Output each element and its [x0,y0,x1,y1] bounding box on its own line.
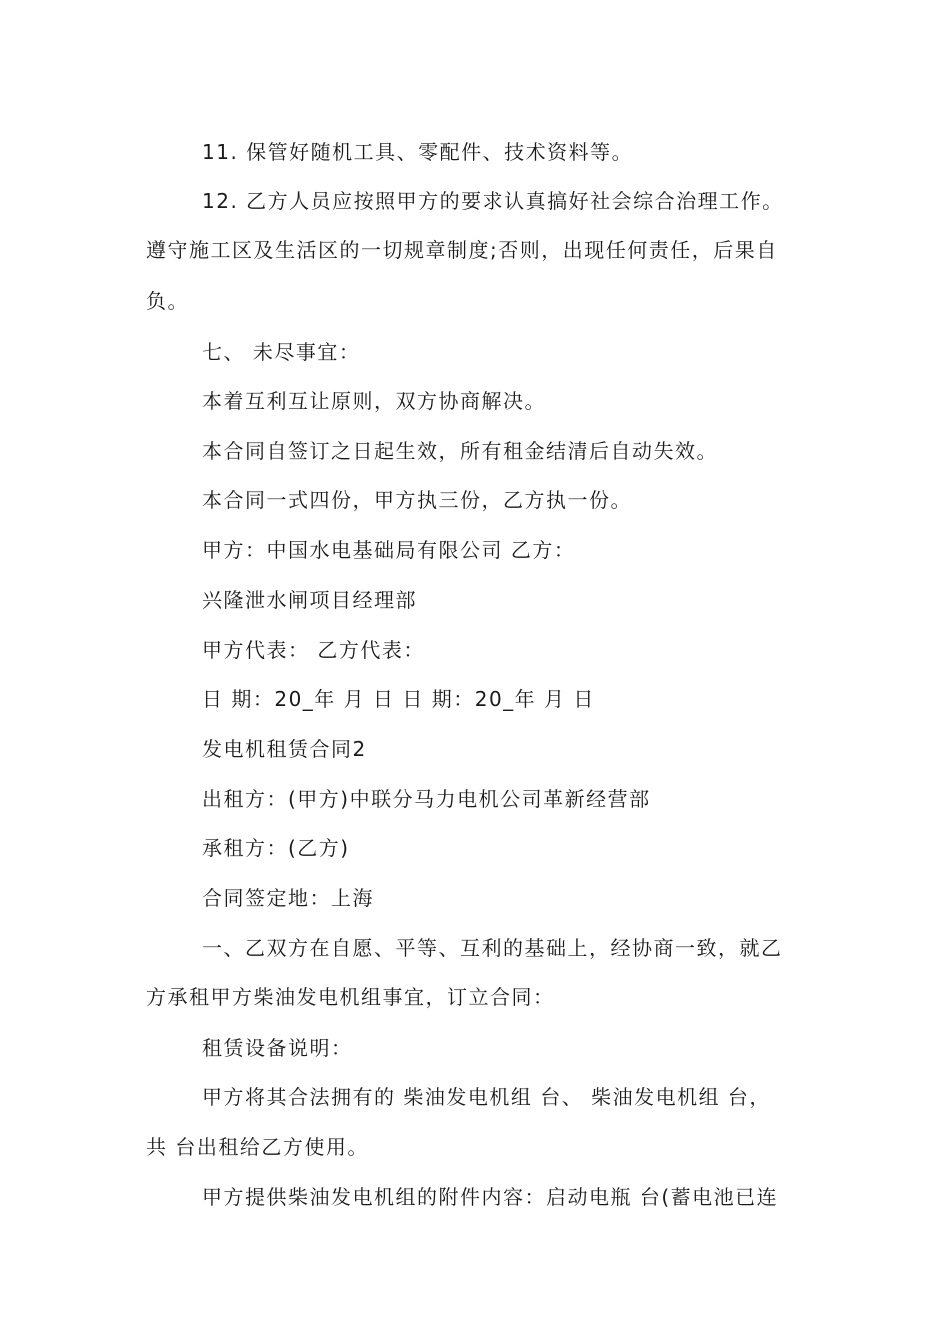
paragraph: 甲方提供柴油发电机组的附件内容：启动电瓶 台(蓄电池已连 [202,1185,779,1209]
section-7-heading: 七、 未尽事宜： [202,340,361,364]
item-12-end: 负。 [146,289,189,313]
paragraph: 本着互利互让原则，双方协商解决。 [202,389,546,413]
lessor-line: 出租方：(甲方)中联分马力电机公司革新经营部 [202,787,651,811]
item-11: 11. 保管好随机工具、零配件、技术资料等。 [202,140,634,164]
representative-line: 甲方代表： 乙方代表： [202,638,425,662]
paragraph: 一、乙双方在自愿、平等、互利的基础上，经协商一致，就乙 [202,936,783,960]
item-12: 12. 乙方人员应按照甲方的要求认真搞好社会综合治理工作。 [202,189,784,213]
paragraph: 本合同一式四份，甲方执三份，乙方执一份。 [202,488,632,512]
contract-title: 发电机租赁合同2 [202,737,367,761]
party-line: 兴隆泄水闸项目经理部 [202,588,417,612]
paragraph-continued: 共 台出租给乙方使用。 [146,1135,369,1159]
paragraph: 甲方将其合法拥有的 柴油发电机组 台、 柴油发电机组 台， [202,1085,771,1109]
item-12-continued: 遵守施工区及生活区的一切规章制度;否则，出现任何责任，后果自 [146,238,778,262]
paragraph: 本合同自签订之日起生效，所有租金结清后自动失效。 [202,439,718,463]
subheading: 租赁设备说明： [202,1036,353,1060]
paragraph-continued: 方承租甲方柴油发电机组事宜，订立合同： [146,985,555,1009]
lessee-line: 承租方：(乙方) [202,836,350,860]
signing-place-line: 合同签定地：上海 [202,886,374,910]
date-line: 日 期：20_年 月 日 日 期：20_年 月 日 [202,687,595,711]
party-line: 甲方：中国水电基础局有限公司 乙方： [202,538,576,562]
